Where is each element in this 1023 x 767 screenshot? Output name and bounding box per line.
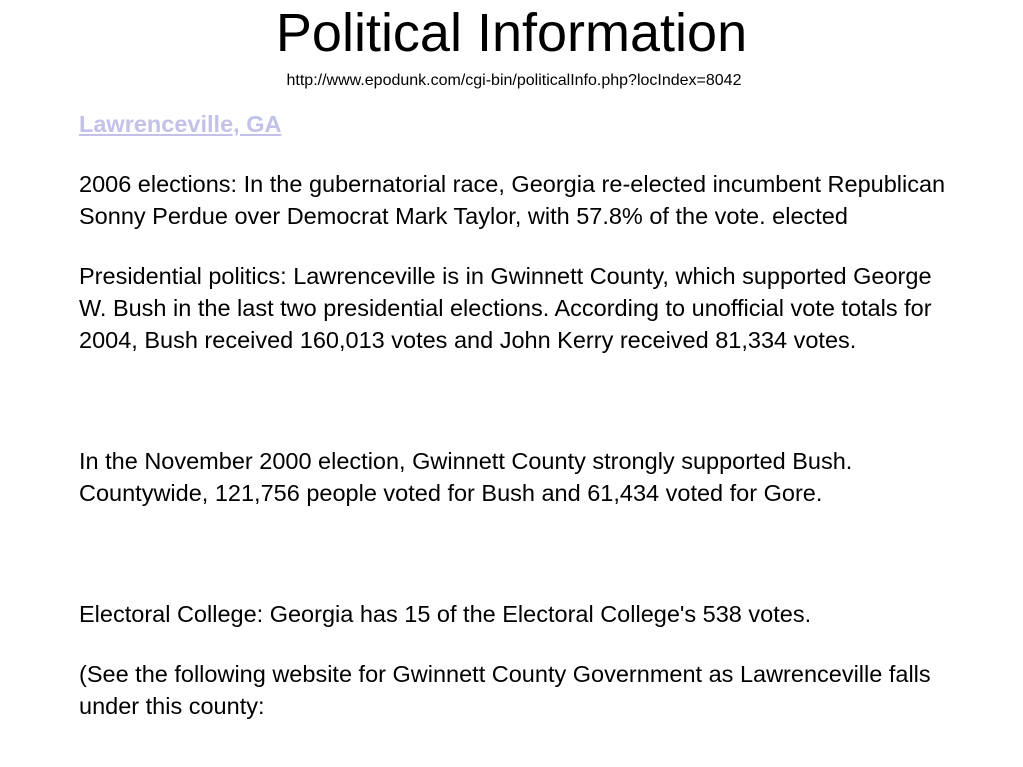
location-line: [79, 108, 949, 140]
location-link[interactable]: Lawrenceville, GA: [79, 111, 282, 137]
paragraph-county-website: (See the following website for Gwinnett County Government as Lawrenceville falls under this county:: [79, 661, 931, 719]
page-title: Political Information: [275, 3, 748, 63]
source-url: http://www.epodunk.com/cgi-bin/politicalInfo.php?locIndex=8042: [286, 72, 742, 89]
paragraph-electoral-college: Electoral College: Georgia has 15 of the Electoral College's 538 votes.: [79, 601, 812, 627]
paragraph-2006-elections: 2006 elections: In the gubernatorial race, Georgia re-elected incumbent Republican Sonny Perdue over Democrat Mark Taylor, with 57.8% of the vote. elected: [79, 171, 946, 229]
paragraph-2000-election: In the November 2000 election, Gwinnett County strongly supported Bush. Countywide, 121,756 people voted for Bush and 61,434 voted for Gore.: [79, 448, 853, 506]
paragraph-presidential-politics: Presidential politics: Lawrenceville is in Gwinnett County, which supported George W. Bush in the last two presidential elections. According to unofficial vote totals for 2004, Bush received 160,013 votes and John Kerry received 81,334 votes.: [79, 263, 932, 353]
main-content: [79, 108, 949, 722]
